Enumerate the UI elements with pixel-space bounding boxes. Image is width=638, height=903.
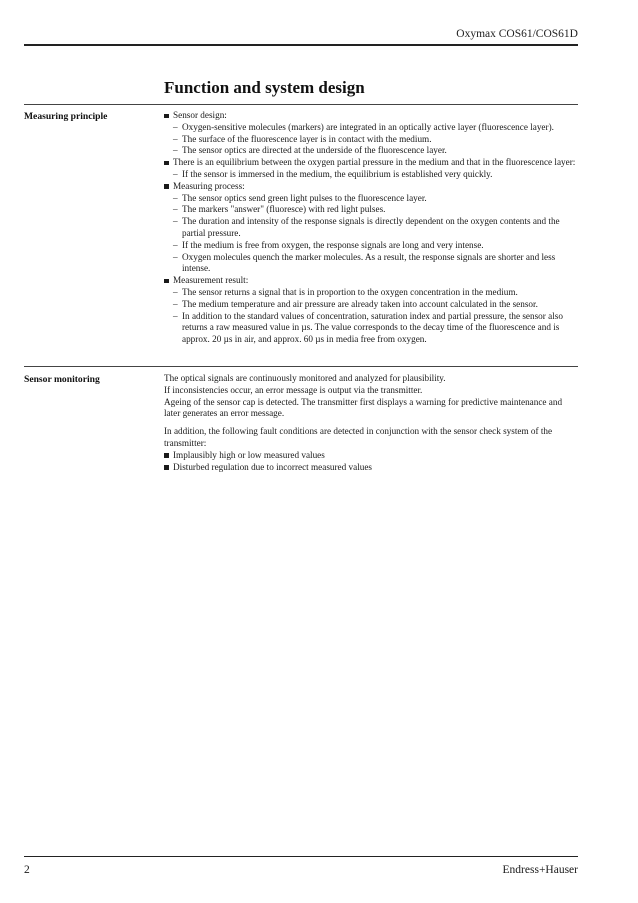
- page-number: 2: [24, 864, 30, 876]
- bullet-item: Measurement result:: [164, 275, 578, 287]
- sensor-monitoring-content: [164, 373, 578, 473]
- dash-item: – The sensor optics are directed at the underside of the fluorescence layer.: [164, 145, 578, 157]
- dash-item: – The surface of the fluorescence layer is in contact with the medium.: [164, 134, 578, 146]
- dash-item: – If the medium is free from oxygen, the response signals are long and very intense.: [164, 240, 578, 252]
- bullet-item: There is an equilibrium between the oxygen partial pressure in the medium and that in the fluorescence layer:: [164, 157, 578, 169]
- sensor-monitoring-label: Sensor monitoring: [24, 374, 100, 385]
- footer-rule: [24, 856, 578, 857]
- dash-item: – Oxygen-sensitive molecules (markers) are integrated in an optically active layer (fluorescence layer).: [164, 122, 578, 134]
- footer-brand: Endress+Hauser: [502, 864, 578, 876]
- paragraph: The optical signals are continuously monitored and analyzed for plausibility.: [164, 373, 446, 383]
- section-title: Function and system design: [164, 78, 365, 97]
- dash-item: – The sensor optics send green light pulses to the fluorescence layer.: [164, 193, 578, 205]
- dash-item: – If the sensor is immersed in the medium, the equilibrium is established very quickly.: [164, 169, 578, 181]
- measuring-principle-content: [164, 110, 578, 346]
- bullet-item: Implausibly high or low measured values: [164, 450, 578, 462]
- header-rule: [24, 44, 578, 46]
- document-header-title: Oxymax COS61/COS61D: [456, 28, 578, 40]
- paragraph: In addition, the following fault conditions are detected in conjunction with the sensor check system of the transmitter:: [164, 426, 553, 448]
- bullet-item: Sensor design:: [164, 110, 578, 122]
- dash-item: – The medium temperature and air pressure are already taken into account calculated in the sensor.: [164, 299, 578, 311]
- section-divider-2: [24, 366, 578, 367]
- paragraph: If inconsistencies occur, an error message is output via the transmitter.: [164, 384, 423, 395]
- section-divider-1: [24, 104, 578, 105]
- dash-item: – In addition to the standard values of concentration, saturation index and partial pressure, the sensor also returns a raw measured value in µs. The value corresponds to the decay time of the fluorescence and is approx. 20 µs in air, and approx. 60 µs in media free from oxygen.: [164, 311, 578, 346]
- measuring-principle-label: Measuring principle: [24, 111, 108, 122]
- bullet-item: Measuring process:: [164, 181, 578, 193]
- dash-item: – The duration and intensity of the response signals is directly dependent on the oxygen contents and the partial pressure.: [164, 216, 578, 240]
- dash-item: – Oxygen molecules quench the marker molecules. As a result, the response signals are shorter and less intense.: [164, 252, 578, 276]
- dash-item: – The sensor returns a signal that is in proportion to the oxygen concentration in the medium.: [164, 287, 578, 299]
- dash-item: – The markers "answer" (fluoresce) with red light pulses.: [164, 204, 578, 216]
- paragraph: Ageing of the sensor cap is detected. The transmitter first displays a warning for predictive maintenance and later generates an error message.: [164, 396, 563, 419]
- bullet-item: Disturbed regulation due to incorrect measured values: [164, 462, 578, 474]
